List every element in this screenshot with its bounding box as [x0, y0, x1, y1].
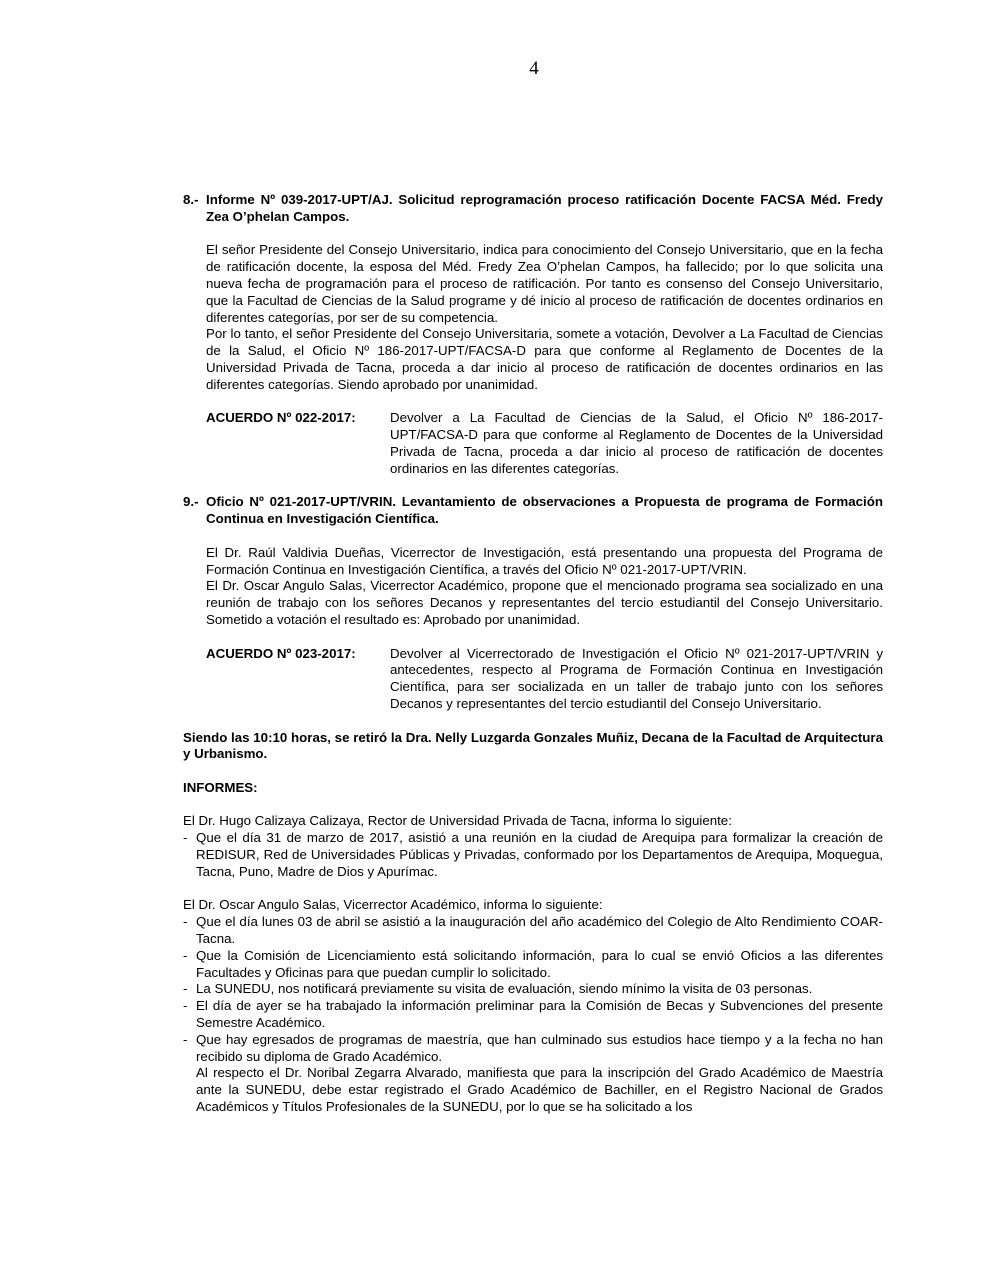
- item-8-title: Informe Nº 039-2017-UPT/AJ. Solicitud reprogramación proceso ratificación Docente FACSA Méd. Fredy Zea O’phelan Campos.: [206, 192, 883, 224]
- acuerdo-023-label: ACUERDO Nº 023-2017:: [206, 645, 356, 661]
- item-8-paragraph-2: Por lo tanto, el señor Presidente del Consejo Universitaria, somete a votación, Devolver a La Facultad de Ciencias de la Salud, el Oficio Nº 186-2017-UPT/FACSA-D para que conforme al Reglamento de Docentes de la Universidad Privada de Tacna, proceda a dar inicio al proceso de ratificación de docentes ordinarios en las diferentes categorías. Siendo aprobado por unanimidad.: [206, 326, 883, 392]
- acuerdo-023: [206, 646, 883, 713]
- acuerdo-023-text: Devolver al Vicerrectorado de Investigación el Oficio Nº 021-2017-UPT/VRIN y antecedentes, respecto al Programa de Formación Continua en Investigación Científica, para ser socializada en un taller de trabajo junto con los señores Decanos y representantes del tercio estudiantil del Consejo Universitario.: [390, 645, 883, 711]
- item-9-title: Oficio Nº 021-2017-UPT/VRIN. Levantamiento de observaciones a Propuesta de programa de Formación Continua en Investigación Científica.: [206, 494, 883, 527]
- item-8-paragraph-1: El señor Presidente del Consejo Universitario, indica para conocimiento del Consejo Universitario, que en la fecha de ratificación docente, la esposa del Méd. Fredy Zea O’phelan Campos, ha fallecido; por lo que solicita una nueva fecha de programación para el proceso de ratificación. Por tanto es consenso del Consejo Universitario, que la Facultad de Ciencias de la Salud programe y dé inicio al proceso de ratificación de docentes ordinarios en diferentes categorías, por ser de su competencia.: [206, 242, 883, 325]
- bullet-dash: -: [183, 981, 188, 997]
- bullet-dash: -: [183, 914, 188, 930]
- rector-intro: El Dr. Hugo Calizaya Calizaya, Rector de Universidad Privada de Tacna, informa lo siguiente:: [183, 813, 732, 829]
- vicerrector-bullet: - Que la Comisión de Licenciamiento está solicitando información, para lo cual se envió Oficios a las diferentes Facultades y Oficinas para que puedan cumplir lo solicitado.: [183, 947, 883, 980]
- vicerrector-followup: Al respecto el Dr. Noribal Zegarra Alvarado, manifiesta que para la inscripción del Grado Académico de Maestría ante la SUNEDU, debe estar registrado el Grado Académico de Bachiller, en el Registro Nacional de Grados Académicos y Títulos Profesionales de la SUNEDU, por lo que se ha solicitado a los: [196, 1065, 883, 1115]
- bullet-dash: -: [183, 998, 188, 1014]
- item-9-paragraph-1: El Dr. Raúl Valdivia Dueñas, Vicerrector de Investigación, está presentando una propuesta del Programa de Formación Continua en Investigación Científica, a través del Oficio Nº 021-2017-UPT/VRIN.: [206, 544, 883, 577]
- item-8-heading: [183, 192, 883, 226]
- acuerdo-022-text: Devolver a La Facultad de Ciencias de la Salud, el Oficio Nº 186-2017-UPT/FACSA-D para que conforme al Reglamento de Docentes de la Universidad Privada de Tacna, proceda a dar inicio al proceso de ratificación de docentes ordinarios en las diferentes categorías.: [390, 410, 883, 476]
- vicerrector-bullet: - Que hay egresados de programas de maestría, que han culminado sus estudios hace tiempo y a la fecha no han recibido su diploma de Grado Académico.: [183, 1031, 883, 1064]
- bullet-dash: -: [183, 1031, 188, 1047]
- informes-heading: INFORMES:: [183, 779, 258, 795]
- acuerdo-022-label: ACUERDO Nº 022-2017:: [206, 410, 356, 426]
- retiro-note: Siendo las 10:10 horas, se retiró la Dra. Nelly Luzgarda Gonzales Muñiz, Decana de la Facultad de Arquitectura y Urbanismo.: [183, 729, 883, 762]
- vicerrector-bullet: - El día de ayer se ha trabajado la información preliminar para la Comisión de Becas y Subvenciones del presente Semestre Académico.: [183, 998, 883, 1031]
- item-9-heading: [183, 494, 883, 528]
- vicerrector-bullet: - Que el día lunes 03 de abril se asistió a la inauguración del año académico del Colegio de Alto Rendimiento COAR-Tacna.: [183, 914, 883, 947]
- item-9-paragraph-2: El Dr. Oscar Angulo Salas, Vicerrector Académico, propone que el mencionado programa sea socializado en una reunión de trabajo con los señores Decanos y representantes del tercio estudiantil del Consejo Universitario. Sometido a votación el resultado es: Aprobado por unanimidad.: [206, 578, 883, 627]
- vicerrector-bullet: - La SUNEDU, nos notificará previamente su visita de evaluación, siendo mínimo la visita de 03 personas.: [183, 981, 813, 997]
- page-number: 4: [529, 58, 539, 79]
- document-body: [183, 192, 883, 1116]
- vicerrector-intro: El Dr. Oscar Angulo Salas, Vicerrector Académico, informa lo siguiente:: [183, 897, 603, 913]
- item-9-number: 9.-: [183, 494, 199, 510]
- rector-bullet: - Que el día 31 de marzo de 2017, asistió a una reunión en la ciudad de Arequipa para formalizar la creación de REDISUR, Red de Universidades Públicas y Privadas, conformado por los Departamentos de Arequipa, Moquegua, Tacna, Puno, Madre de Dios y Apurímac.: [183, 830, 883, 879]
- acuerdo-022: [206, 410, 883, 477]
- bullet-dash: -: [183, 947, 188, 963]
- item-8-number: 8.-: [183, 192, 199, 207]
- bullet-dash: -: [183, 830, 188, 846]
